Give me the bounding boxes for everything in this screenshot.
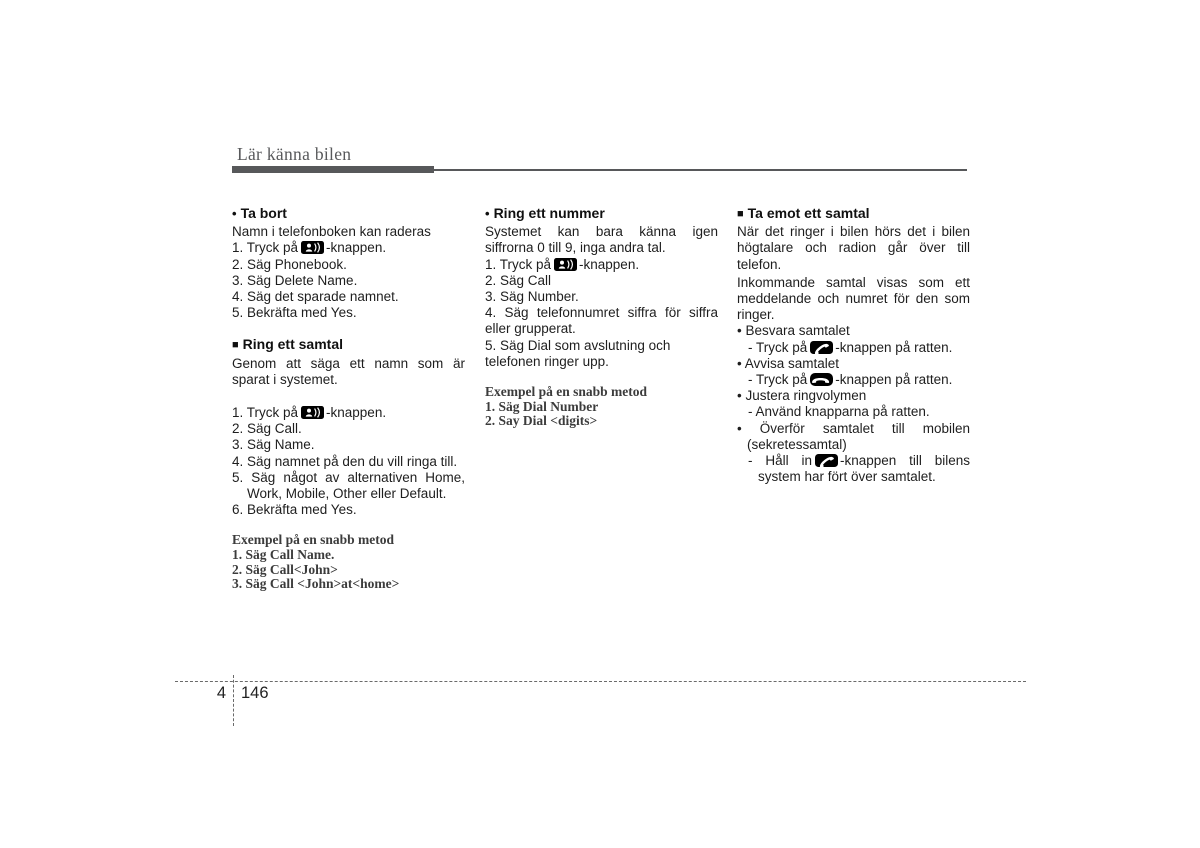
bullet-item: • Justera ringvolymen <box>737 388 867 404</box>
step-text: -knappen. <box>326 405 387 421</box>
step-item: 2. Säg Phonebook. <box>232 256 347 272</box>
voice-command-icon <box>554 258 577 271</box>
example-block <box>232 533 465 591</box>
footer-vertical-dashed-rule <box>233 675 234 726</box>
intro-text: Namn i telefonboken kan raderas <box>232 224 431 240</box>
step-item: 6. Bekräfta med Yes. <box>232 502 357 518</box>
call-answer-icon <box>810 341 833 354</box>
example-line: 1. Säg Call Name. <box>232 547 335 563</box>
sub-item <box>748 372 970 388</box>
footer-page-number: 146 <box>241 684 269 702</box>
page-title: Lär känna bilen <box>237 144 352 164</box>
step-item: 5. Säg Dial som avslutning och telefonen ringer upp. <box>485 337 671 369</box>
example-line: 2. Säg Call<John> <box>232 561 338 577</box>
bullet-item: • Besvara samtalet <box>737 323 850 339</box>
voice-command-icon <box>301 241 324 254</box>
sub-text: - Tryck på <box>748 372 808 388</box>
voice-command-icon <box>301 406 324 419</box>
step-item <box>485 257 718 273</box>
step-text: 1. Tryck på <box>485 256 552 272</box>
square-marker: ■ <box>737 208 744 220</box>
intro-text: Genom att säga ett namn som är sparat i systemet. <box>232 355 465 387</box>
intro-text: Systemet kan bara känna igen siffrorna 0 till 9, inga andra tal. <box>485 224 718 256</box>
column-1 <box>232 205 465 592</box>
footer-dashed-rule <box>175 681 1026 682</box>
section-heading-ring-ett-nummer <box>485 205 718 222</box>
title-underline-rule <box>433 169 967 171</box>
footer-chapter-number: 4 <box>216 684 226 702</box>
call-answer-icon <box>815 454 838 467</box>
sub-text: -knappen på ratten. <box>835 372 953 388</box>
step-item: 4. Säg telefonnumret siffra för siffra eller grupperat. <box>485 305 718 337</box>
example-block <box>485 385 718 429</box>
square-marker: ■ <box>232 339 239 352</box>
paragraph: Inkommande samtal visas som ett meddelande och numret för den som ringer. <box>737 274 970 323</box>
step-item: 2. Säg Call. <box>232 421 302 437</box>
step-item: 2. Säg Call <box>485 272 552 288</box>
example-line: 2. Say Dial <digits> <box>485 413 598 429</box>
paragraph: När det ringer i bilen hörs det i bilen högtalare och radion går över till telefon. <box>737 224 970 272</box>
step-text: -knappen. <box>579 256 640 272</box>
bullet-marker: • <box>232 206 237 221</box>
bullet-item: • Överför samtalet till mobilen (sekretessamtal) <box>737 420 970 452</box>
section-heading-ta-emot-ett-samtal <box>737 205 970 222</box>
example-line: 1. Säg Dial Number <box>485 398 599 414</box>
heading-label: Ta emot ett samtal <box>747 205 870 221</box>
sub-item <box>748 453 970 485</box>
step-item: 4. Säg namnet på den du vill ringa till. <box>232 453 458 469</box>
step-item: 3. Säg Number. <box>485 289 579 305</box>
step-item: 5. Säg något av alternativen Home, Work, Mobile, Other eller Default. <box>232 469 465 502</box>
step-text: 1. Tryck på <box>232 240 299 256</box>
heading-label: Ring ett nummer <box>493 205 605 221</box>
step-text: 1. Tryck på <box>232 405 299 421</box>
bullet-marker: • <box>485 206 490 221</box>
step-item <box>232 240 465 256</box>
sub-item <box>748 340 970 356</box>
step-item: 3. Säg Name. <box>232 437 315 453</box>
sub-item: - Använd knapparna på ratten. <box>748 404 930 420</box>
example-line: 3. Säg Call <John>at<home> <box>232 576 400 592</box>
example-title: Exempel på en snabb metod <box>485 384 648 400</box>
sub-text: -knappen till bilens system har fört över samtalet. <box>758 453 970 485</box>
title-underline-bar <box>232 166 434 173</box>
sub-text: - Håll in <box>748 453 812 469</box>
step-item: 5. Bekräfta med Yes. <box>232 305 357 321</box>
step-item: 3. Säg Delete Name. <box>232 272 358 288</box>
section-heading-ring-ett-samtal <box>232 336 465 353</box>
column-2 <box>485 205 718 429</box>
heading-label: Ring ett samtal <box>242 336 344 353</box>
sub-text: -knappen på ratten. <box>835 339 953 355</box>
step-item: 4. Säg det sparade namnet. <box>232 289 399 305</box>
heading-label: Ta bort <box>240 205 287 221</box>
call-end-icon <box>810 373 833 386</box>
column-3 <box>737 205 970 485</box>
example-title: Exempel på en snabb metod <box>232 532 395 548</box>
sub-text: - Tryck på <box>748 339 808 355</box>
step-item <box>232 405 465 421</box>
step-text: -knappen. <box>326 240 387 256</box>
section-heading-ta-bort <box>232 205 465 222</box>
bullet-item: • Avvisa samtalet <box>737 355 840 371</box>
